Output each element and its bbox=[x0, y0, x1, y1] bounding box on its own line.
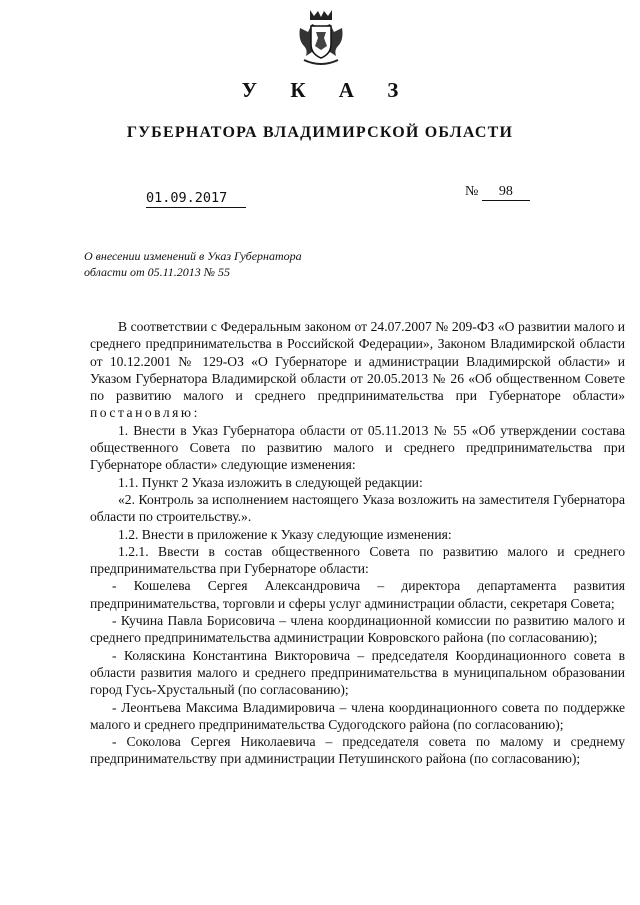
member-item: - Кучина Павла Борисовича – члена координационной комиссии по развитию малого и среднего предпринимательства администрации Ковровского района (по согласованию); bbox=[90, 613, 625, 646]
decree-word: постановляю: bbox=[90, 405, 200, 421]
coat-of-arms-emblem bbox=[296, 6, 346, 68]
preamble-paragraph bbox=[90, 318, 625, 422]
decree-title: У К А З bbox=[241, 78, 413, 102]
body-paragraph: 1.2.1. Ввести в состав общественного Совета по развитию малого и среднего предпринимательства при Губернаторе области: bbox=[90, 543, 625, 577]
body-paragraph: 1.2. Внести в приложение к Указу следующие изменения: bbox=[118, 526, 452, 542]
body-paragraph: 1. Внести в Указ Губернатора области от 05.11.2013 № 55 «Об утверждении состава общественного Совета по развитию малого и среднего предпринимательства при Губернаторе области» следующие изменения: bbox=[90, 422, 625, 473]
member-item: - Коляскина Константина Викторовича – председателя Координационного совета в области развития малого и среднего предпринимательства в муниципальном образовании город Гусь-Хрустальный (по согласованию); bbox=[90, 647, 625, 698]
body-paragraph: 1.1. Пункт 2 Указа изложить в следующей редакции: bbox=[118, 474, 423, 490]
decree-body bbox=[90, 318, 625, 768]
subject-line: О внесении изменений в Указ Губернатора bbox=[84, 249, 302, 263]
member-item: - Кошелева Сергея Александровича – директора департамента развития предпринимательства, торговли и сферы услуг администрации области, секретаря Совета; bbox=[90, 578, 625, 611]
preamble-text: В соответствии с Федеральным законом от 24.07.2007 № 209-ФЗ «О развитии малого и среднего предпринимательства в Российской Федерации», Законом Владимирской области от 10.12.2001 № 129-ОЗ «О Губернаторе и администрации Владимирской области» и Указом Губернатора Владимирской области от 20.05.2013 № 26 «Об общественном Совете по развитию малого и среднего предпринимательства при Губернаторе области» bbox=[90, 319, 625, 404]
subject-line: области от 05.11.2013 № 55 bbox=[84, 265, 231, 279]
decree-number bbox=[465, 184, 530, 201]
number-value: 98 bbox=[482, 184, 530, 201]
member-item: - Леонтьева Максима Владимировича – члена координационного совета по поддержке малого и среднего предпринимательства Судогодского района (по согласованию); bbox=[90, 699, 625, 732]
issuer-title: ГУБЕРНАТОРА ВЛАДИМИРСКОЙ ОБЛАСТИ bbox=[126, 124, 514, 141]
number-label: № bbox=[465, 184, 479, 199]
member-item: - Соколова Сергея Николаевича – председателя совета по малому и среднему предпринимательству при администрации Петушинского района (по согласованию); bbox=[90, 734, 625, 767]
body-paragraph: «2. Контроль за исполнением настоящего Указа возложить на заместителя Губернатора области по строительству.». bbox=[90, 491, 625, 525]
decree-subject bbox=[84, 248, 344, 280]
decree-date: 01.09.2017 bbox=[146, 190, 246, 208]
